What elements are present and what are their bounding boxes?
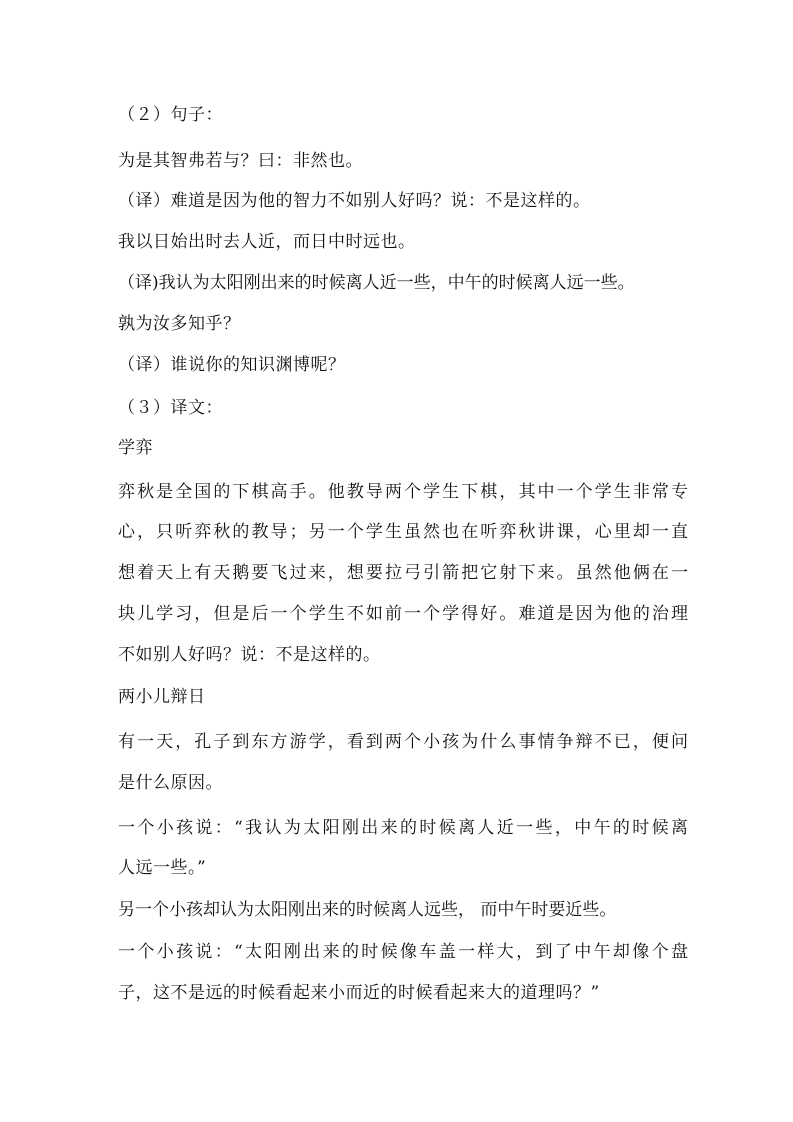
translation-1: （译）难道是因为他的智力不如别人好吗？说：不是这样的。 <box>118 191 591 211</box>
passage-line: 有一天，孔子到东方游学，看到两个小孩为什么事情争辩不已，便问 <box>118 732 688 752</box>
passage-line: 弈秋是全国的下棋高手。他教导两个学生下棋，其中一个学生非常专 <box>118 482 688 502</box>
section-heading-translation: （３）译文： <box>118 398 223 418</box>
classical-sentence-3: 孰为汝多知乎？ <box>118 314 241 334</box>
passage-line: 想着天上有天鹅要飞过来，想要拉弓引箭把它射下来。虽然他俩在一 <box>118 563 688 583</box>
translation-3: （译）谁说你的知识渊博呢？ <box>118 355 346 375</box>
passage-title-liangxiaoer: 两小儿辩日 <box>118 687 206 707</box>
passage-line: 人远一些。” <box>118 858 207 878</box>
classical-sentence-1: 为是其智弗若与？曰：非然也。 <box>118 151 363 171</box>
classical-sentence-2: 我以日始出时去人近，而日中时远也。 <box>118 232 416 252</box>
passage-title-xueyi: 学弈 <box>118 438 153 458</box>
translation-2: （译)我认为太阳刚出来的时候离人近一些，中午的时候离人远一些。 <box>118 273 635 293</box>
passage-line: 一个小孩说：“我认为太阳刚出来的时候离人近一些，中午的时候离 <box>118 818 688 838</box>
passage-line: 块儿学习，但是后一个学生不如前一个学得好。难道是因为他的治理 <box>118 604 688 624</box>
passage-line: 一个小孩说：“太阳刚出来的时候像车盖一样大，到了中午却像个盘 <box>118 942 688 962</box>
passage-line: 不如别人好吗？说：不是这样的。 <box>118 645 381 665</box>
passage-line: 另一个小孩却认为太阳刚出来的时候离人远些， 而中午时要近些。 <box>118 900 617 920</box>
section-heading-sentences: （２）句子： <box>118 105 223 125</box>
passage-line: 心，只听弈秋的教导；另一个学生虽然也在听弈秋讲课，心里却一直 <box>118 522 688 542</box>
passage-line: 子，这不是远的时候看起来小而近的时候看起来大的道理吗？” <box>118 983 600 1003</box>
passage-line: 是什么原因。 <box>118 773 223 793</box>
